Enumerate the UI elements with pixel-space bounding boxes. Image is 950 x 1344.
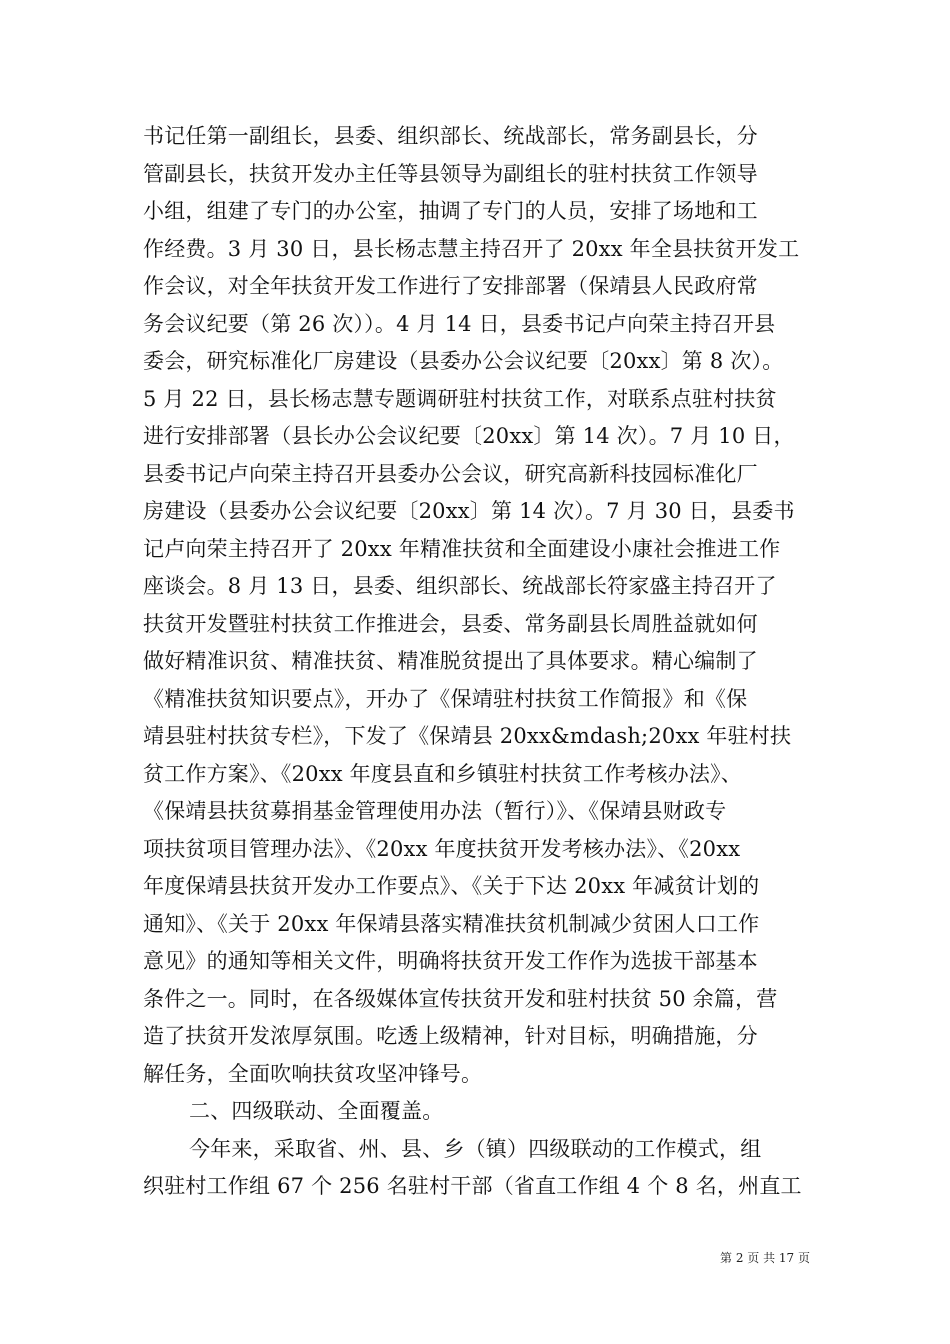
text-line: 二、四级联动、全面覆盖。	[189, 1099, 444, 1123]
text-line: 务会议纪要（第 26 次））。4 月 14 日，县委书记卢向荣主持召开县	[143, 311, 776, 336]
text-line: 进行安排部署（县长办公会议纪要〔20xx〕第 14 次）。7 月 10 日，	[143, 424, 795, 448]
text-line: 县委书记卢向荣主持召开县委办公会议，研究高新科技园标准化厂	[143, 461, 758, 486]
text-line: 今年来，采取省、州、县、乡（镇）四级联动的工作模式，组	[189, 1136, 762, 1161]
text-line: 作会议，对全年扶贫开发工作进行了安排部署（保靖县人民政府常	[143, 274, 758, 298]
text-line: 解任务，全面吹响扶贫攻坚冲锋号。	[143, 1061, 483, 1086]
page-footer: 第 2 页 共 17 页	[720, 1251, 810, 1265]
text-line: 做好精准识贫、精准扶贫、精准脱贫提出了具体要求。精心编制了	[143, 649, 758, 673]
text-line: 小组，组建了专门的办公室，抽调了专门的人员，安排了场地和工	[143, 199, 758, 223]
text-line: 5 月 22 日，县长杨志慧专题调研驻村扶贫工作，对联系点驻村扶贫	[143, 386, 777, 411]
text-line: 作经费。3 月 30 日，县长杨志慧主持召开了 20xx 年全县扶贫开发工	[143, 236, 800, 261]
text-line: 管副县长，扶贫开发办主任等县领导为副组长的驻村扶贫工作领导	[143, 161, 758, 186]
document-body	[143, 118, 813, 1206]
text-line: 委会，研究标准化厂房建设（县委办公会议纪要〔20xx〕第 8 次）。	[143, 349, 784, 373]
text-line: 造了扶贫开发浓厚氛围。吃透上级精神，针对目标，明确措施，分	[143, 1024, 758, 1048]
text-line: 贫工作方案》、《20xx 年度县直和乡镇驻村扶贫工作考核办法》、	[143, 761, 742, 786]
text-line: 织驻村工作组 67 个 256 名驻村干部（省直工作组 4 个 8 名，州直工	[143, 1174, 802, 1198]
text-line: 记卢向荣主持召开了 20xx 年精准扶贫和全面建设小康社会推进工作	[143, 536, 781, 561]
text-line: 《精准扶贫知识要点》，开办了《保靖驻村扶贫工作简报》和《保	[143, 686, 748, 711]
text-line: 扶贫开发暨驻村扶贫工作推进会，县委、常务副县长周胜益就如何	[143, 611, 758, 636]
text-line: 条件之一。同时，在各级媒体宣传扶贫开发和驻村扶贫 50 余篇，营	[143, 986, 778, 1011]
text-line: 《保靖县扶贫募捐基金管理使用办法（暂行）》、《保靖县财政专	[143, 799, 727, 823]
text-line: 房建设（县委办公会议纪要〔20xx〕第 14 次）。7 月 30 日，县委书	[143, 499, 795, 523]
text-line: 通知》、《关于 20xx 年保靖县落实精准扶贫机制减少贫困人口工作	[143, 911, 760, 936]
text-line: 意见》的通知等相关文件，明确将扶贫开发工作作为选拔干部基本	[143, 949, 758, 973]
text-line: 年度保靖县扶贫开发办工作要点》、《关于下达 20xx 年减贫计划的	[143, 874, 760, 898]
text-line: 靖县驻村扶贫专栏》，下发了《保靖县 20xx&mdash;20xx 年驻村扶	[143, 724, 792, 748]
text-line: 座谈会。8 月 13 日，县委、组织部长、统战部长符家盛主持召开了	[143, 574, 777, 598]
text-line: 书记任第一副组长，县委、组织部长、统战部长，常务副县长，分	[143, 124, 758, 148]
text-line: 项扶贫项目管理办法》、《20xx 年度扶贫开发考核办法》、《20xx	[143, 836, 741, 861]
